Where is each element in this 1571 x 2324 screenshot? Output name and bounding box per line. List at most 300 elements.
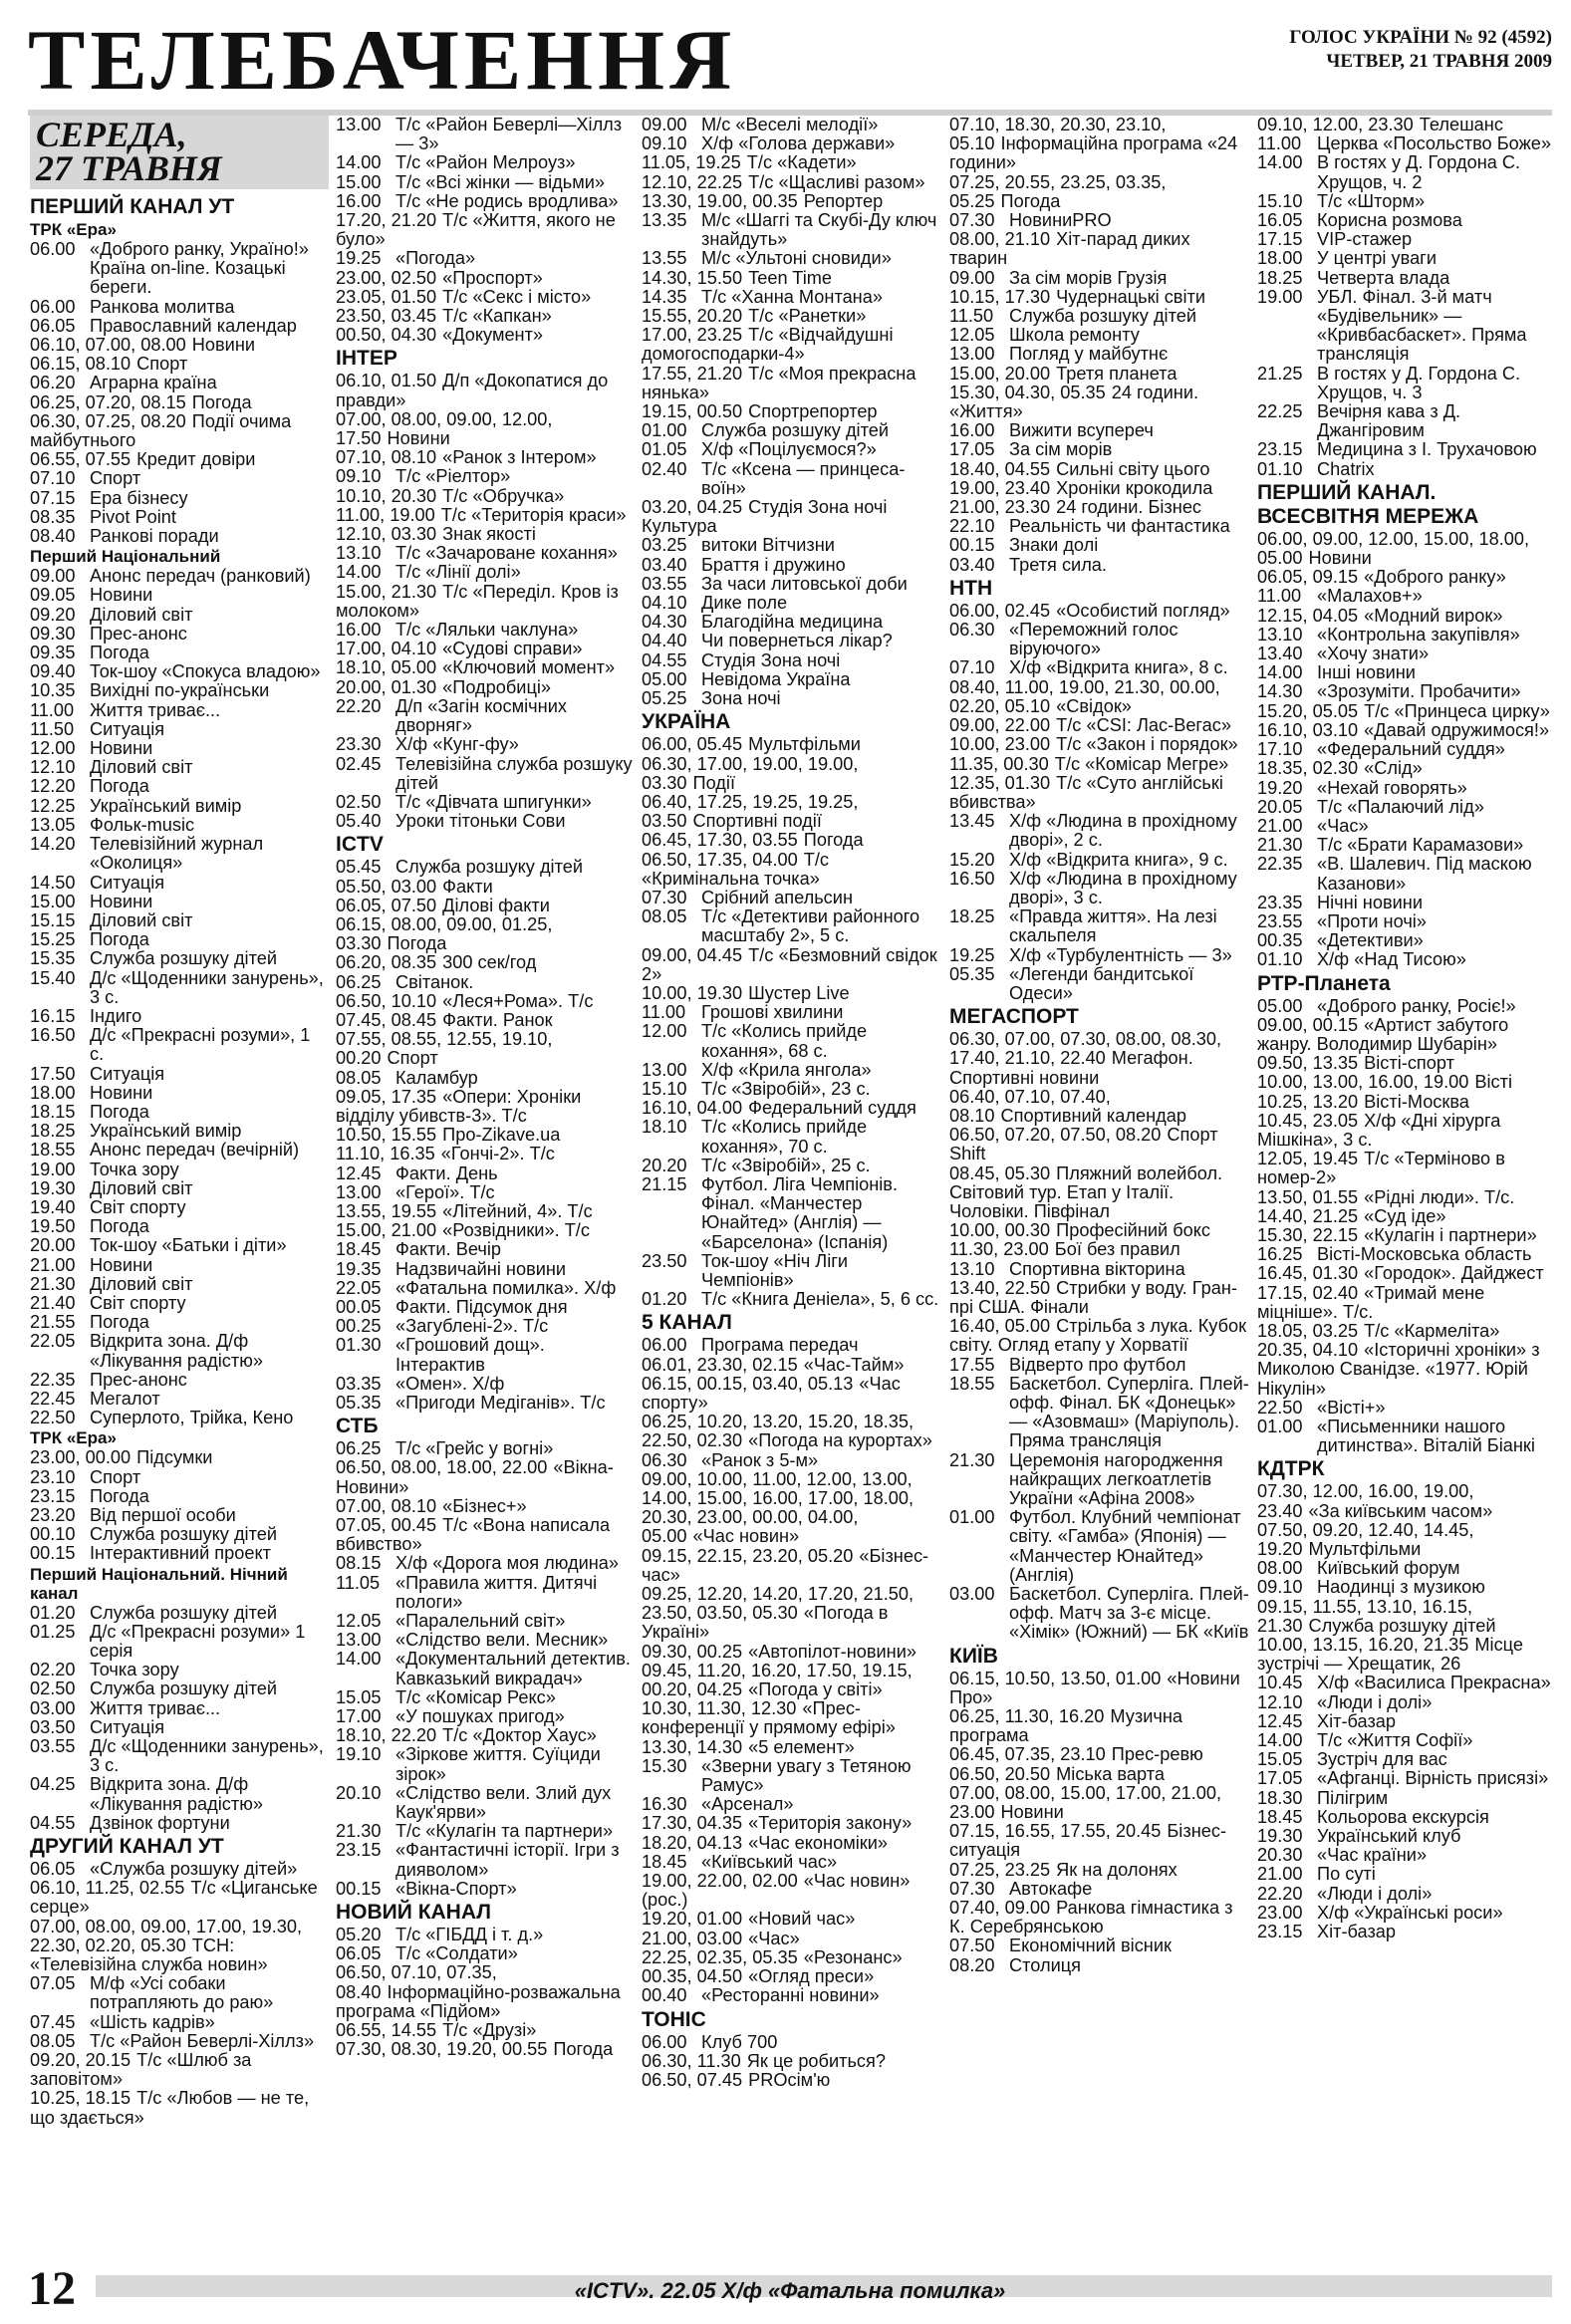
listing-program: Т/с «Брати Карамазови» [1317,835,1524,856]
listing-program: «Ключовий момент» [442,657,616,678]
listing-program: Як на долонях [1056,1859,1178,1880]
channel-heading: СТБ [336,1415,379,1438]
listing-program: Корисна розмова [1317,210,1462,231]
listing-time: 19.20 [1257,777,1303,798]
listing-row [30,893,329,911]
listing-time: 06.10, 07.00, 08.00 [30,335,186,356]
listing-program: Новини [90,1254,153,1275]
listing-time: 11.30, 23.00 [949,1239,1049,1260]
listing-row [642,755,942,793]
listing-time: 12.35, 01.30 [949,772,1051,793]
listing-program: Браття і дружино [701,554,846,575]
listing-row [30,527,329,546]
listing-row [30,681,329,700]
listing-row [30,720,329,739]
listing-program: «Кулагін і партнери» [1364,1224,1537,1245]
listing-row [1257,1284,1554,1322]
channel-heading: ПЕРШИЙ КАНАЛ. ВСЕСВІТНЯ МЕРЕЖА [1257,480,1479,528]
listing-program: Срібний апельсин [701,887,853,907]
listing-program: «У пошуках пригод» [395,1706,565,1727]
listing-row [642,460,942,498]
listing-row [30,1661,329,1679]
listing-time: 14.30 [1257,681,1303,702]
listing-program: Т/с «Доктор Хаус» [442,1725,597,1746]
listing-program: Служба розшуку дітей [1308,1615,1496,1636]
listing-time: 09.20, 20.15 [30,2050,131,2071]
listing-row [30,1775,329,1813]
listing-program: Погода [803,830,864,851]
listing-program: «Судові справи» [442,639,583,659]
listing-time: 15.05 [1257,1749,1303,1770]
listing-time: 12.10, 03.30 [336,524,437,545]
listing-program: «Літейний, 4». Т/с [442,1200,593,1221]
listing-program: «Бізнес+» [442,1495,527,1516]
listing-program: М/ф «Усі собаки потрапляють до раю» [90,1973,274,2013]
listing-program: «Прес-конференції у прямому ефірі» [642,1698,896,1738]
listing-row [949,556,1250,575]
listing-program: «Ресторанні новини» [701,1985,880,2006]
listing-program: Пілігрим [1317,1787,1389,1808]
listing-time: 12.15, 04.05 [1257,605,1359,626]
channel-subheading: ТРК «Ера» [30,1428,117,1448]
listing-time: 01.05 [642,439,687,460]
listing-time: 13.35 [642,210,687,231]
listing-program: 24 години. Бізнес [1056,497,1202,518]
listing-program: Факти. День [395,1162,498,1183]
listing-time: 06.40, 07.10, 07.40, 08.10 [949,1086,1111,1126]
listing-time: 07.10 [949,657,995,678]
listing-row [336,1069,635,1088]
listing-program: Невідома Україна [701,668,851,689]
listing-row [642,1757,942,1795]
listing-row [30,1737,329,1775]
listing-program: «Огляд преси» [748,1966,875,1987]
listing-program: Ситуація [90,718,165,739]
listing-row [30,2051,329,2089]
listing-time: 18.40, 04.55 [949,458,1051,479]
listing-row [336,1030,635,1068]
listing-program: «Бізнес-час» [642,1545,929,1585]
listing-time: 01.10 [1257,458,1303,479]
listing-time: 00.50, 04.30 [336,325,437,346]
listing-program: Прес-ревю [1111,1744,1203,1765]
listing-row [642,984,942,1003]
listing-time: 13.55, 19.55 [336,1200,437,1221]
listing-program: Т/с «Книга Деніела», 5, 6 сс. [701,1289,939,1310]
listing-program: Мультфільми [1308,1539,1422,1560]
listing-time: 06.30, 11.30 [642,2050,741,2071]
listing-time: 12.05, 19.45 [1257,1149,1359,1169]
listing-row [336,1745,635,1783]
listing-row [30,739,329,758]
listing-row [642,594,942,613]
listing-row [30,797,329,816]
listing-row [336,1145,635,1163]
listing-row [642,1930,942,1948]
listing-time: 12.10, 22.25 [642,171,743,192]
listing-row [642,1080,942,1099]
listing-row [949,345,1250,364]
listing-program: «Тримай мене міцніше». Т/с. [1257,1282,1485,1322]
listing-time: 17.55 [949,1354,995,1375]
listing-program: Діловий світ [90,757,193,778]
listing-time: 06.05 [30,315,76,336]
listing-row [642,1356,942,1375]
listing-time: 15.15 [30,909,76,930]
listing-program: «Київський час» [701,1851,838,1872]
listing-time: 20.00, 01.30 [336,676,437,697]
listing-time: 10.00, 13.15, 16.20, 21.35 [1257,1635,1469,1656]
listing-time: 07.50, 09.20, 12.40, 14.45, 19.20 [1257,1519,1474,1560]
listing-row [1257,1865,1554,1884]
listing-row [949,211,1250,230]
listing-time: 15.00, 21.30 [336,581,437,602]
listing-program: Зустріч для вас [1317,1749,1447,1770]
listing-row [336,1784,635,1822]
listing-program: «Погода у світі» [748,1679,883,1700]
listing-program: «Люди і долі» [1317,1883,1433,1904]
channel-subheading: ТРК «Ера» [30,220,117,239]
listing-row [949,774,1250,812]
listing-row [30,1390,329,1409]
listing-program: «Територія закону» [748,1813,913,1834]
listing-row [336,1707,635,1726]
listing-row [949,812,1250,850]
listing-program: «Час країни» [1317,1845,1428,1866]
listing-time: 01.00 [1257,1417,1303,1436]
listing-row [949,517,1250,536]
listing-row [30,1409,329,1427]
listing-time: 09.20 [30,604,76,625]
listing-time: 07.10 [30,468,76,489]
listing-time: 10.00, 23.00 [949,734,1051,755]
listing-program: Новини [90,1082,153,1103]
listing-program: Х/ф «Поцілуємося?» [701,439,877,460]
listing-row [336,1612,635,1631]
listing-row [30,1468,329,1487]
listing-program: Вихідні по-українськи [90,680,270,701]
listing-time: 23.00, 02.50 [336,267,437,288]
listing-row [1257,134,1554,153]
listing-row [949,907,1250,945]
listing-row [336,153,635,172]
listing-row [30,1623,329,1661]
listing-row [949,870,1250,907]
channel-heading: НОВИЙ КАНАЛ [336,1901,491,1925]
listing-program: Спортивна вікторина [1009,1258,1185,1279]
listing-row [949,1126,1250,1163]
listing-program: Т/с «Відчайдушні домогосподарки-4» [642,325,894,365]
listing-program: «Хочу знати» [1317,644,1430,664]
listing-row [30,412,329,450]
listing-program: Факти [442,876,493,897]
listing-row [949,1899,1250,1937]
listing-program: Місце зустрічі — Хрещатик, 26 [1257,1635,1523,1675]
listing-program: «Фатальна помилка». Х/ф [395,1277,617,1298]
listing-program: Спорт [136,354,188,375]
listing-row [642,498,942,536]
listing-time: 10.45 [1257,1673,1303,1693]
listing-row [642,1470,942,1547]
listing-row [642,556,942,575]
listing-program: «Правда життя». На лезі скальпеля [1009,906,1217,946]
listing-program: Церква «Посольство Боже» [1317,133,1551,154]
listing-program: «Ранок з Інтером» [442,447,597,468]
listing-time: 04.30 [642,612,687,633]
listing-program: Грошові хвилини [701,1002,844,1023]
listing-program: Стрибки у воду. Гран-прі США. Фінали [949,1277,1237,1317]
listing-program: Погода [90,643,149,663]
listing-time: 21.00 [30,1254,76,1275]
listing-program: «Свідок» [1056,695,1132,716]
listing-time: 06.15, 08.10 [30,354,131,375]
listing-program: Х/ф «Крила янгола» [701,1059,872,1080]
listing-time: 03.55 [30,1736,76,1757]
listing-program: Мегалот [90,1388,160,1409]
listing-row [30,1122,329,1141]
listing-program: Події [692,772,736,793]
listing-time: 13.00 [336,1630,382,1651]
listing-row [949,1221,1250,1240]
listing-row [1257,1885,1554,1904]
listing-row [642,1738,942,1757]
listing-time: 09.30 [30,623,76,644]
listing-time: 22.35 [30,1369,76,1390]
listing-program: Т/с «Любов — не те, що здається» [30,2088,310,2128]
listing-program: «Вісті+» [1317,1397,1386,1418]
listing-time: 07.00, 08.00, 09.00, 12.00, 17.50 [336,408,553,449]
listing-time: 07.40, 09.00 [949,1898,1051,1919]
listing-program: «Час новин» [692,1526,800,1547]
listing-program: Чи повернеться лікар? [701,631,893,651]
listing-row [30,1879,329,1917]
listing-time: 03.00 [30,1697,76,1718]
listing-row [336,2040,635,2059]
listing-time: 06.25, 11.30, 16.20 [949,1706,1105,1727]
listing-time: 13.30, 14.30 [642,1736,743,1757]
listing-row [949,479,1250,498]
listing-row [30,1179,329,1198]
listing-row [336,1439,635,1458]
listing-row [30,1814,329,1833]
listing-row [1257,1636,1554,1674]
listing-row [30,606,329,625]
listing-time: 06.05, 07.50 [336,895,437,915]
listing-row [949,1240,1250,1259]
listing-row [642,1022,942,1060]
listing-row [1257,1341,1554,1399]
listing-program: «Гончі-2». Т/с [440,1144,555,1164]
listing-row [30,450,329,469]
listing-row [1257,1054,1554,1073]
listing-row [30,317,329,336]
listing-time: 15.00, 21.00 [336,1220,437,1241]
listing-row [336,1926,635,1944]
column-2 [336,116,635,2265]
listing-time: 19.35 [336,1258,382,1279]
listing-row [1257,950,1554,969]
listing-program: Новини [90,891,153,911]
channel-heading: КДТРК [1257,1457,1325,1481]
listing-program: Студія Зона ночі [701,649,841,670]
listing-program: Телешанс [1419,116,1503,134]
listing-program: Т/с «Життя Софії» [1317,1730,1473,1751]
listing-row [642,2071,942,2090]
listing-row [1257,997,1554,1016]
listing-time: 02.40 [642,458,687,479]
listing-time: 22.20 [1257,1883,1303,1904]
channel-heading: УКРАЇНА [642,710,731,734]
listing-row [1257,1789,1554,1808]
listing-program: Інформаційно-розважальна програма «Підйом» [336,1981,621,2021]
listing-row [336,1458,635,1496]
listing-program: Мегафон. Спортивні новини [949,1048,1193,1088]
listing-row [30,662,329,681]
listing-row [30,1332,329,1370]
listing-time: 16.45, 01.30 [1257,1263,1359,1284]
listing-row [949,1765,1250,1784]
listing-time: 15.20 [949,849,995,870]
listing-program: Баскетбол. Суперліга. Плей-офф. Фінал. БК «Донецьк» — «Азовмаш» (Маріуполь). Пряма трансляція [1009,1373,1249,1451]
listing-row [642,632,942,650]
listing-program: «Омен». Х/ф [395,1373,505,1394]
listing-program: «Фантастичні історії. Ігри з дияволом» [395,1840,620,1880]
listing-row [30,911,329,930]
listing-time: 21.30 [949,1449,995,1470]
listing-row [1257,912,1554,931]
listing-row [336,525,635,544]
listing-program: Т/с «Не родись вродлива» [395,190,619,211]
listing-row [336,192,635,211]
listing-row [1257,1923,1554,1941]
listing-program: Погода [90,1312,149,1333]
listing-program: Служба розшуку дітей [1009,306,1196,327]
listing-time: 18.10, 22.20 [336,1725,437,1746]
listing-time: 05.25 [642,688,687,709]
listing-program: «Розвідники». Т/с [442,1220,590,1241]
listing-program: В гостях у Д. Гордона С. Хрущов, ч. 3 [1317,363,1521,402]
listing-program: «Вікна-Новини» [336,1457,614,1497]
listing-time: 08.00, 21.10 [949,229,1051,250]
listing-row [1257,626,1554,645]
channel-heading: ДРУГИЙ КАНАЛ УТ [30,1835,224,1859]
listing-row [336,1336,635,1374]
listing-time: 10.25, 18.15 [30,2088,131,2109]
listing-time: 04.40 [642,631,687,651]
listing-program: Т/с «Суто англійські вбивства» [949,772,1223,812]
footer-highlight: «ICTV». 22.05 Х/ф «Фатальна помилка» [574,2278,1006,2303]
listing-row [336,1963,635,2021]
listing-row [30,1141,329,1160]
listing-row [949,1880,1250,1899]
listing-row [949,1260,1250,1279]
listing-program: «Суд іде» [1364,1205,1446,1226]
listing-program: Т/с «Секс і місто» [442,286,592,307]
listing-time: 19.00 [1257,286,1303,307]
listing-row [1257,855,1554,893]
listing-time: 00.40 [642,1985,687,2006]
listing-time: 18.55 [30,1140,76,1161]
listing-time: 20.20 [642,1155,687,1175]
listing-row [336,307,635,326]
listing-time: 23.10 [30,1466,76,1487]
listing-time: 22.05 [336,1277,382,1298]
listing-time: 18.15 [30,1101,76,1122]
listing-program: «Автопілот-новини» [748,1641,916,1662]
listing-time: 15.35 [30,948,76,969]
listing-program: «Проти ночі» [1317,910,1427,931]
listing-program: «Час новин» (рос.) [642,1871,911,1911]
listing-row [336,1631,635,1650]
listing-row [1257,1093,1554,1112]
listing-time: 12.10 [1257,1691,1303,1712]
listing-program: «Погода на курортах» [748,1430,932,1451]
listing-time: 21.30 [30,1273,76,1294]
listing-time: 23.55 [1257,910,1303,931]
listing-time: 07.45 [30,2011,76,2032]
listing-time: 04.55 [30,1812,76,1833]
listing-time: 16.15 [30,1005,76,1026]
listing-row [1257,1827,1554,1846]
listing-row [1257,1750,1554,1769]
listing-program: Бізнес-ситуація [949,1821,1226,1861]
listing-time: 22.25 [1257,401,1303,422]
listing-program: Х/ф «Відкрита книга», 8 с. [1009,657,1228,678]
listing-time: 19.20, 01.00 [642,1909,743,1930]
listing-row [336,878,635,897]
listing-row [30,874,329,893]
listing-time: 15.55, 20.20 [642,306,743,327]
listing-time: 18.25 [949,906,995,927]
listing-row [336,467,635,486]
listing-time: 06.20, 08.35 [336,952,437,973]
listing-row [642,1853,942,1872]
listing-row [336,1375,635,1394]
listing-time: 00.15 [336,1878,382,1899]
listing-program: «В. Шалевич. Під маскою Казанови» [1317,854,1532,894]
listing-time: 19.00 [30,1159,76,1179]
listing-row [336,1221,635,1240]
listing-time: 06.25, 07.20, 08.15 [30,391,186,412]
page-number: 12 [28,2262,76,2315]
listing-program: Ера бізнесу [90,487,188,508]
listing-time: 21.30 [1257,835,1303,856]
listing-program: Погода [387,933,447,954]
listing-row [642,831,942,850]
listing-row [949,269,1250,288]
listing-row [30,949,329,968]
listing-program: Чудернацькі світи [1056,286,1205,307]
listing-time: 09.05 [30,585,76,606]
listing-program: «Слід» [1364,758,1423,779]
listing-program: Спорт [90,1466,141,1487]
listing-time: 07.05 [30,1973,76,1994]
listing-row [1257,116,1554,134]
listing-program: Погода [90,1101,149,1122]
listing-time: 09.10, 12.00, 23.30 [1257,116,1414,134]
listing-program: Телевізійний журнал «Околиця» [90,834,264,874]
listing-program: Хіт-парад диких тварин [949,229,1190,269]
listing-time: 15.10 [1257,190,1303,211]
listing-program: Т/с «Друзі» [442,2020,537,2041]
listing-time: 14.00 [1257,1730,1303,1751]
listing-program: Вісті-Москва [1364,1091,1469,1112]
listing-program: «Подробиці» [442,676,552,697]
listing-row [30,625,329,644]
listing-program: Погода [90,1216,149,1237]
listing-time: 06.05, 09.15 [1257,567,1359,588]
listing-program: Хіт-базар [1317,1710,1397,1731]
